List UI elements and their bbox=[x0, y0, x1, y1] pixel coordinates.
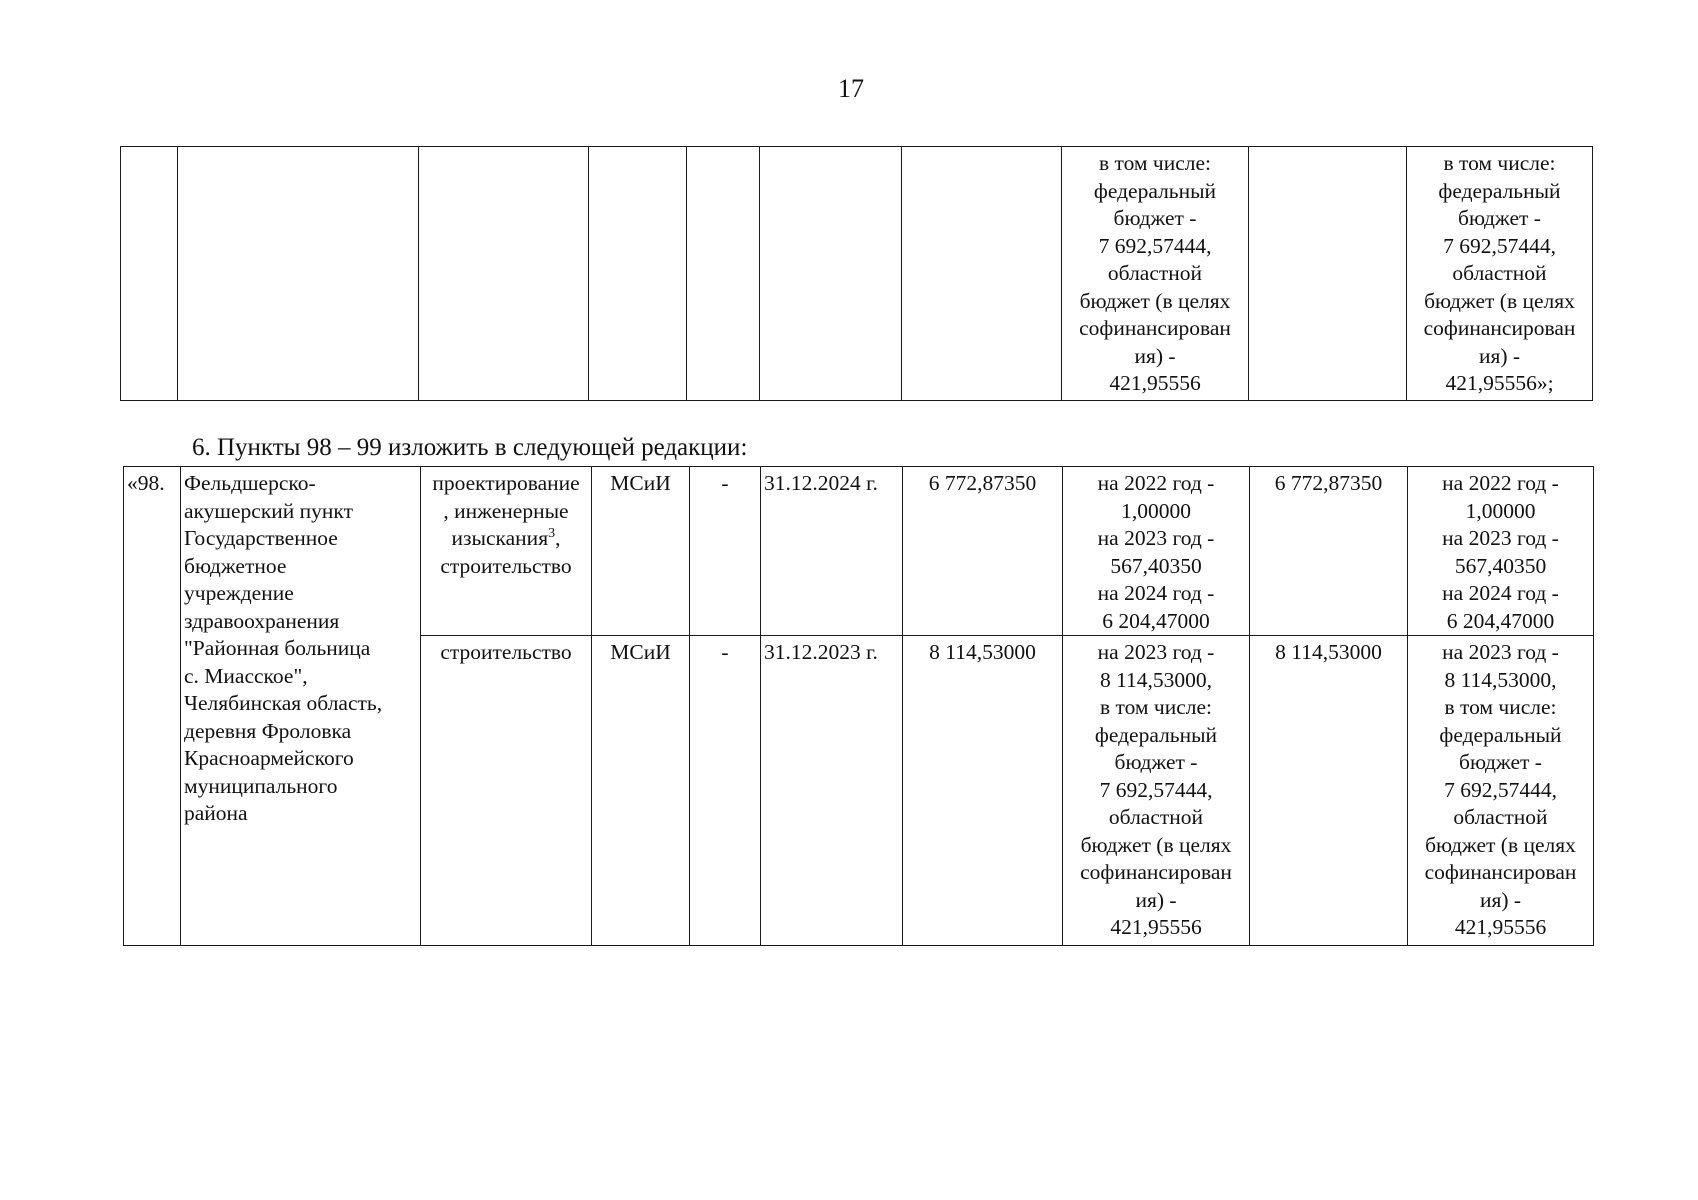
continuation-table bbox=[120, 146, 1593, 401]
deadline-cell: 31.12.2023 г. bbox=[761, 636, 903, 946]
work-type-cell bbox=[421, 467, 592, 636]
table-cell bbox=[1249, 147, 1407, 401]
table-cell bbox=[760, 147, 902, 401]
deadline-cell: 31.12.2024 г. bbox=[761, 467, 903, 636]
item-98-table bbox=[123, 466, 1594, 946]
executor-cell: МСиИ bbox=[592, 467, 690, 636]
work-type-text: проектирование , инженерные изыскания bbox=[432, 471, 580, 550]
funding-cell: на 2022 год - 1,00000 на 2023 год - 567,40350 на 2024 год - 6 204,47000 bbox=[1408, 467, 1594, 636]
table-cell bbox=[687, 147, 760, 401]
item-number: «98. bbox=[124, 467, 181, 946]
executor-cell: МСиИ bbox=[592, 636, 690, 946]
work-type-cell: строительство bbox=[421, 636, 592, 946]
funding-cell: на 2023 год - 8 114,53000, в том числе: федеральный бюджет - 7 692,57444, областной бюджет (в целях софинансирован ия) - 421,95556 bbox=[1408, 636, 1594, 946]
cost-cell: 8 114,53000 bbox=[1250, 636, 1408, 946]
dash-cell: - bbox=[690, 636, 761, 946]
funding-cell: в том числе: федеральный бюджет - 7 692,57444, областной бюджет (в целях софинансирован ия) - 421,95556 bbox=[1062, 147, 1249, 401]
table-cell bbox=[178, 147, 419, 401]
cost-cell: 6 772,87350 bbox=[1250, 467, 1408, 636]
object-name: Фельдшерско- акушерский пункт Государственное бюджетное учреждение здравоохранения "Районная больница с. Миасское", Челябинская область, деревня Фроловка Красноармейского муниципального района bbox=[181, 467, 421, 946]
footnote-mark: 3 bbox=[548, 525, 556, 541]
work-type-tail: , строительство bbox=[440, 526, 572, 578]
page-number: 17 bbox=[838, 74, 864, 103]
funding-cell: на 2022 год - 1,00000 на 2023 год - 567,40350 на 2024 год - 6 204,47000 bbox=[1063, 467, 1250, 636]
cost-cell: 8 114,53000 bbox=[903, 636, 1063, 946]
funding-cell: в том числе: федеральный бюджет - 7 692,57444, областной бюджет (в целях софинансирован ия) - 421,95556»; bbox=[1407, 147, 1593, 401]
table-cell bbox=[589, 147, 687, 401]
table-cell bbox=[902, 147, 1062, 401]
table-cell bbox=[419, 147, 589, 401]
cost-cell: 6 772,87350 bbox=[903, 467, 1063, 636]
table-row bbox=[124, 467, 1594, 636]
table-row bbox=[121, 147, 1593, 401]
funding-cell: на 2023 год - 8 114,53000, в том числе: федеральный бюджет - 7 692,57444, областной бюджет (в целях софинансирован ия) - 421,95556 bbox=[1063, 636, 1250, 946]
table-cell bbox=[121, 147, 178, 401]
dash-cell: - bbox=[690, 467, 761, 636]
section-intro-text: 6. Пункты 98 – 99 изложить в следующей редакции: bbox=[192, 434, 748, 461]
